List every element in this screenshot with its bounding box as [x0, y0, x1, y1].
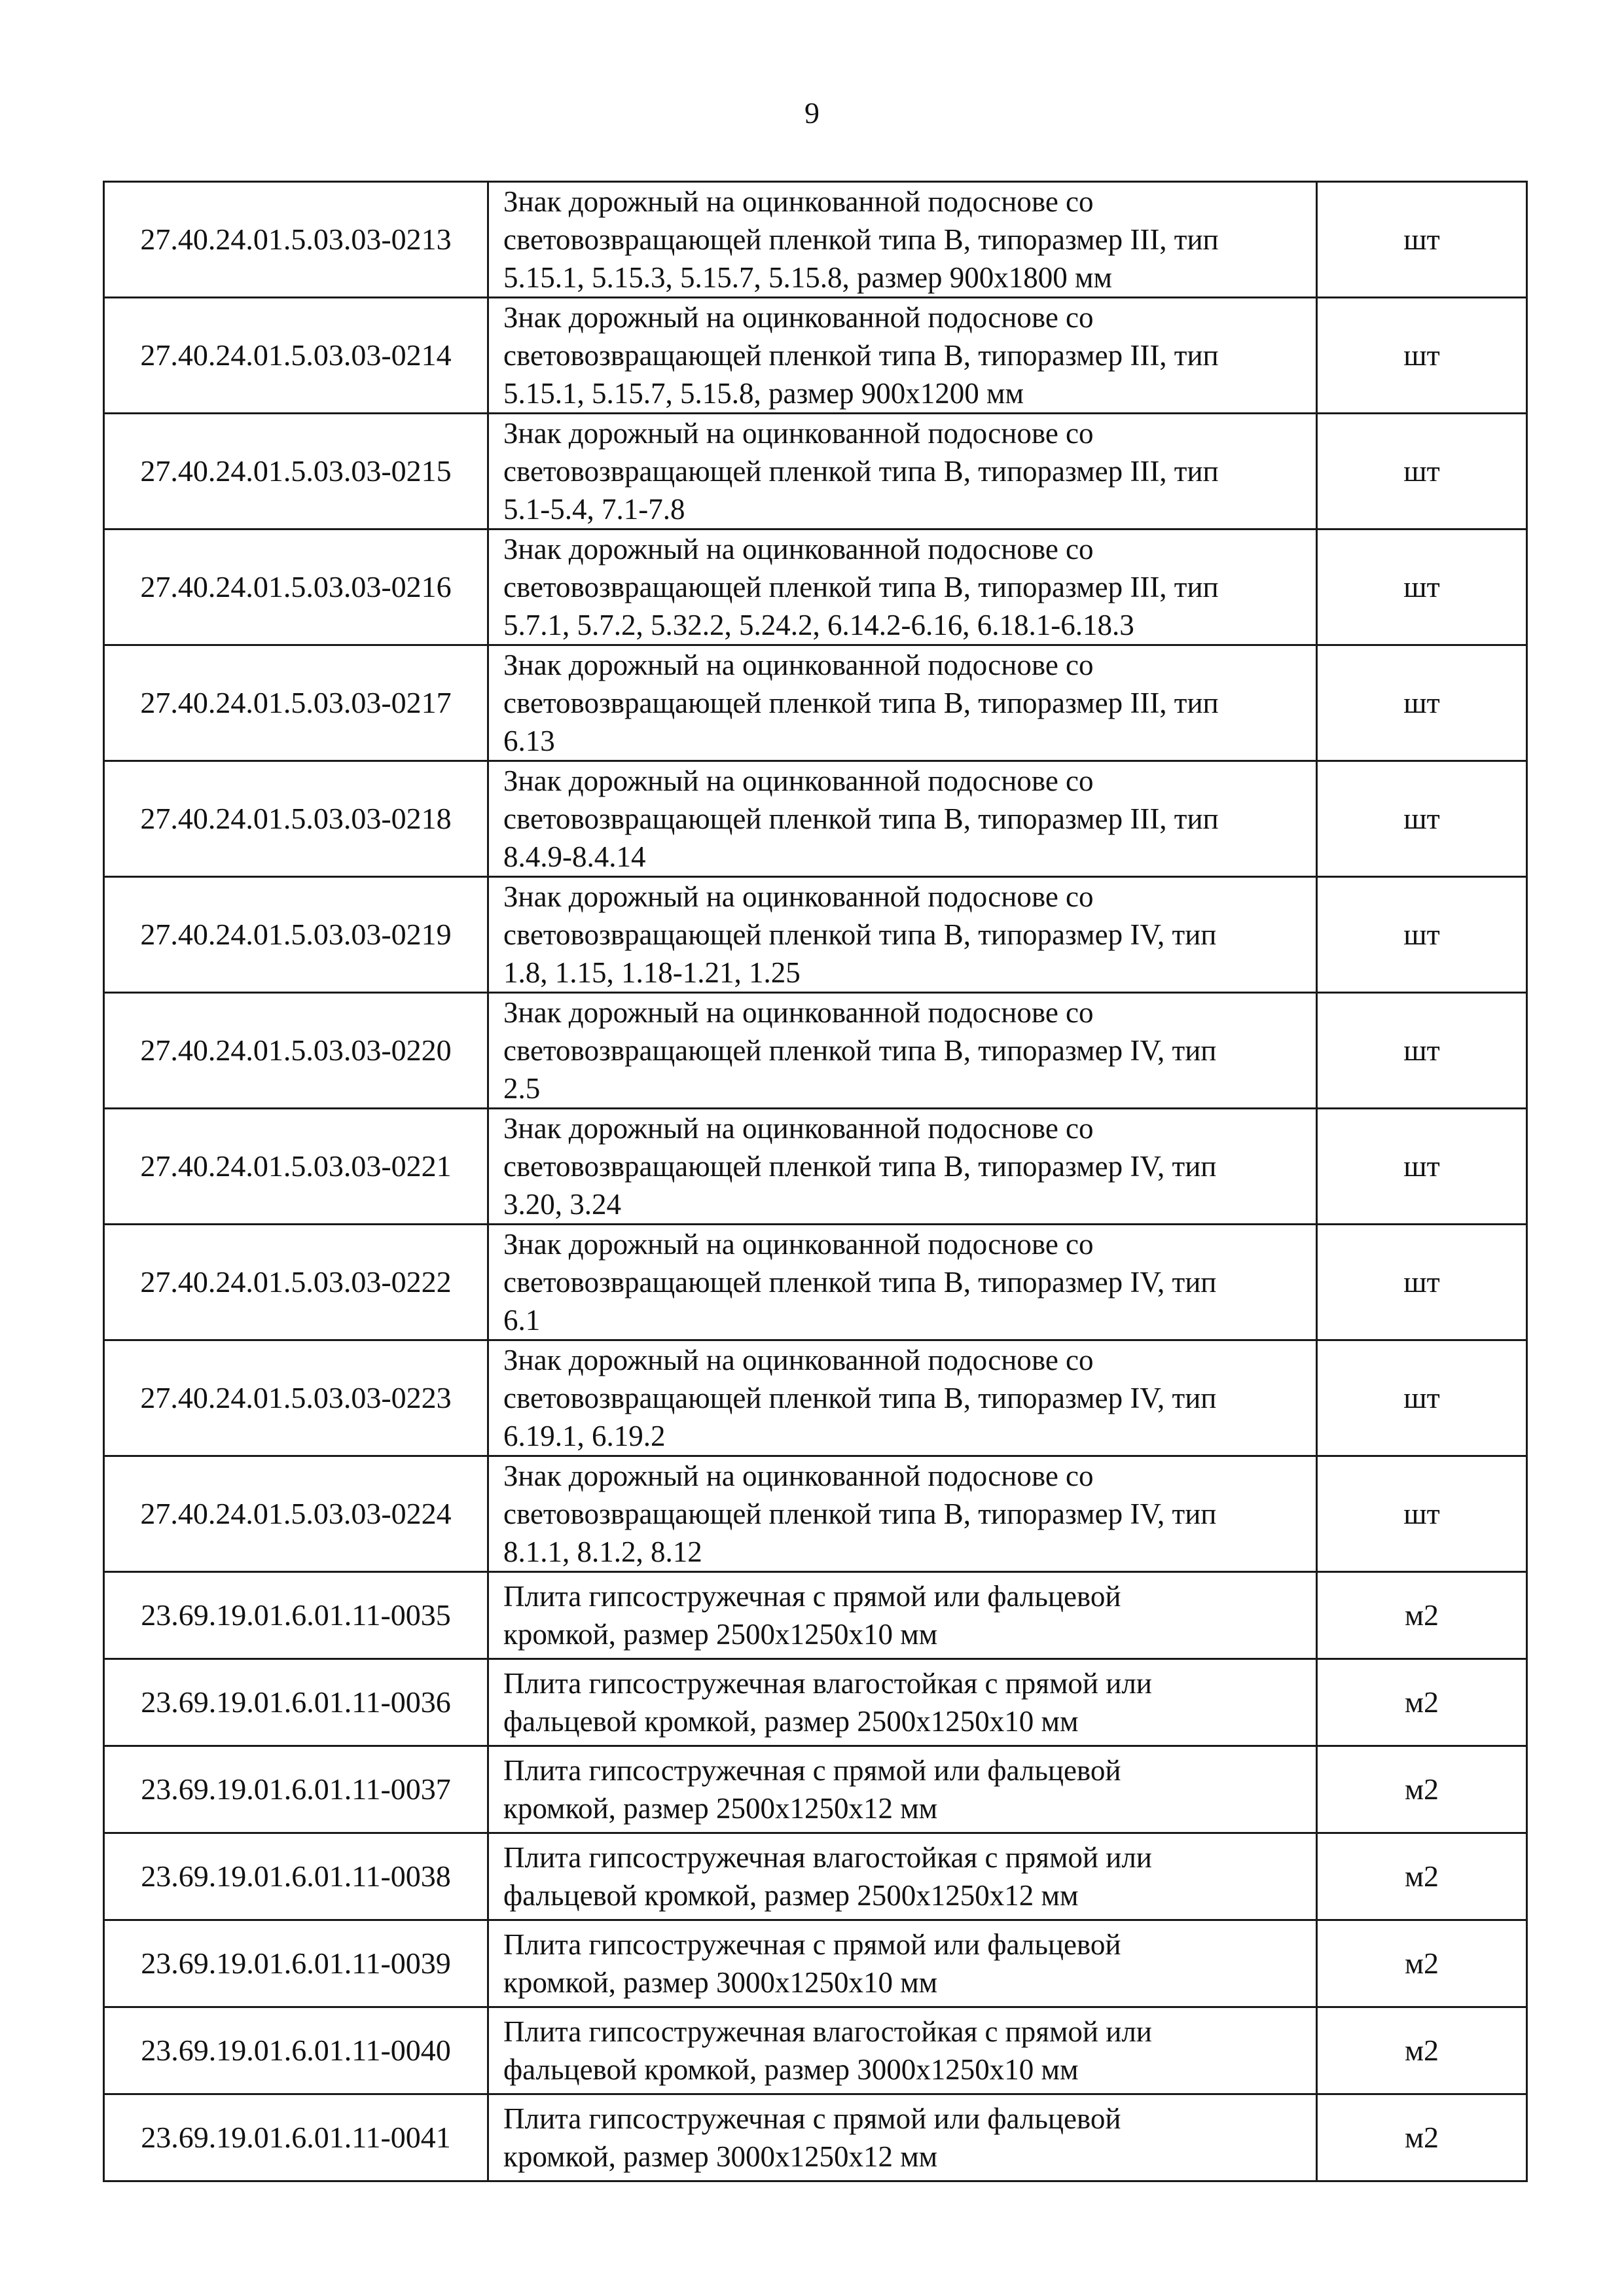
unit-cell: шт: [1317, 761, 1527, 877]
description-line: Знак дорожный на оцинкованной подоснове со: [503, 764, 1094, 797]
description-line: световозвращающей пленкой типа В, типоразмер IV, тип: [503, 1382, 1217, 1414]
unit-cell: шт: [1317, 993, 1527, 1109]
resource-description-cell: [488, 2094, 1317, 2181]
description-line: световозвращающей пленкой типа В, типоразмер III, тип: [503, 571, 1219, 603]
description-line: Знак дорожный на оцинкованной подоснове со: [503, 1228, 1094, 1261]
resource-table: [103, 181, 1528, 2182]
unit-cell: шт: [1317, 298, 1527, 414]
resource-code-cell: 27.40.24.01.5.03.03-0222: [104, 1225, 488, 1340]
resource-description-cell: [488, 1456, 1317, 1572]
table-row: [104, 1572, 1527, 1659]
description-line: 6.19.1, 6.19.2: [503, 1420, 666, 1452]
resource-code-cell: 27.40.24.01.5.03.03-0219: [104, 877, 488, 993]
description-line: Знак дорожный на оцинкованной подоснове со: [503, 996, 1094, 1029]
table-row: [104, 1109, 1527, 1225]
description-line: кромкой, размер 3000x1250x10 мм: [503, 1966, 938, 1999]
resource-description-cell: [488, 645, 1317, 761]
table-row: [104, 2007, 1527, 2094]
table-row: [104, 993, 1527, 1109]
resource-code-cell: 23.69.19.01.6.01.11-0035: [104, 1572, 488, 1659]
description-line: световозвращающей пленкой типа В, типоразмер III, тип: [503, 223, 1219, 256]
resource-code-cell: 27.40.24.01.5.03.03-0217: [104, 645, 488, 761]
description-line: Знак дорожный на оцинкованной подоснове со: [503, 533, 1094, 565]
description-line: 1.8, 1.15, 1.18-1.21, 1.25: [503, 956, 801, 989]
description-line: фальцевой кромкой, размер 2500x1250x12 мм: [503, 1879, 1079, 1912]
unit-cell: м2: [1317, 2007, 1527, 2094]
description-line: Плита гипсостружечная с прямой или фальцевой: [503, 1580, 1121, 1613]
description-line: Плита гипсостружечная с прямой или фальцевой: [503, 1754, 1121, 1787]
table-row: [104, 645, 1527, 761]
table-row: [104, 1833, 1527, 1920]
description-line: световозвращающей пленкой типа В, типоразмер IV, тип: [503, 1150, 1217, 1183]
table-body: [104, 182, 1527, 2181]
table-row: [104, 1920, 1527, 2007]
resource-code-cell: 27.40.24.01.5.03.03-0213: [104, 182, 488, 298]
table-row: [104, 1456, 1527, 1572]
description-line: Плита гипсостружечная влагостойкая с прямой или: [503, 1667, 1152, 1700]
unit-cell: м2: [1317, 1572, 1527, 1659]
resource-description-cell: [488, 877, 1317, 993]
table-row: [104, 1659, 1527, 1746]
unit-cell: шт: [1317, 1456, 1527, 1572]
resource-code-cell: 27.40.24.01.5.03.03-0221: [104, 1109, 488, 1225]
table-row: [104, 2094, 1527, 2181]
description-line: световозвращающей пленкой типа В, типоразмер III, тип: [503, 687, 1219, 719]
description-line: Плита гипсостружечная с прямой или фальцевой: [503, 2102, 1121, 2135]
unit-cell: м2: [1317, 1920, 1527, 2007]
resource-code-cell: 27.40.24.01.5.03.03-0224: [104, 1456, 488, 1572]
unit-cell: м2: [1317, 2094, 1527, 2181]
resource-code-cell: 23.69.19.01.6.01.11-0041: [104, 2094, 488, 2181]
resource-description-cell: [488, 1572, 1317, 1659]
resource-description-cell: [488, 2007, 1317, 2094]
description-line: световозвращающей пленкой типа В, типоразмер III, тип: [503, 802, 1219, 835]
description-line: 5.1-5.4, 7.1-7.8: [503, 493, 685, 526]
resource-description-cell: [488, 1340, 1317, 1456]
resource-description-cell: [488, 993, 1317, 1109]
page-number: 9: [804, 96, 820, 130]
description-line: Знак дорожный на оцинкованной подоснове со: [503, 1112, 1094, 1145]
description-line: 8.1.1, 8.1.2, 8.12: [503, 1535, 702, 1568]
description-line: 6.1: [503, 1304, 541, 1336]
table-row: [104, 529, 1527, 645]
unit-cell: шт: [1317, 182, 1527, 298]
table-row: [104, 877, 1527, 993]
description-line: Плита гипсостружечная с прямой или фальцевой: [503, 1928, 1121, 1961]
resource-description-cell: [488, 1109, 1317, 1225]
resource-description-cell: [488, 182, 1317, 298]
description-line: Плита гипсостружечная влагостойкая с прямой или: [503, 1841, 1152, 1874]
resource-code-cell: 23.69.19.01.6.01.11-0038: [104, 1833, 488, 1920]
unit-cell: шт: [1317, 877, 1527, 993]
resource-code-cell: 23.69.19.01.6.01.11-0040: [104, 2007, 488, 2094]
unit-cell: шт: [1317, 645, 1527, 761]
resource-code-cell: 23.69.19.01.6.01.11-0037: [104, 1746, 488, 1833]
description-line: фальцевой кромкой, размер 3000x1250x10 мм: [503, 2053, 1079, 2086]
unit-cell: шт: [1317, 414, 1527, 529]
description-line: световозвращающей пленкой типа В, типоразмер IV, тип: [503, 1266, 1217, 1299]
table-row: [104, 761, 1527, 877]
description-line: 6.13: [503, 725, 555, 757]
resource-code-cell: 27.40.24.01.5.03.03-0220: [104, 993, 488, 1109]
unit-cell: м2: [1317, 1659, 1527, 1746]
resource-code-cell: 27.40.24.01.5.03.03-0218: [104, 761, 488, 877]
description-line: фальцевой кромкой, размер 2500x1250x10 мм: [503, 1705, 1079, 1738]
unit-cell: шт: [1317, 1225, 1527, 1340]
description-line: Знак дорожный на оцинкованной подоснове со: [503, 880, 1094, 913]
resource-code-cell: 27.40.24.01.5.03.03-0216: [104, 529, 488, 645]
description-line: световозвращающей пленкой типа В, типоразмер IV, тип: [503, 1498, 1217, 1530]
description-line: кромкой, размер 2500x1250x12 мм: [503, 1792, 938, 1825]
description-line: 3.20, 3.24: [503, 1188, 621, 1221]
resource-description-cell: [488, 1746, 1317, 1833]
resource-description-cell: [488, 529, 1317, 645]
resource-code-cell: 23.69.19.01.6.01.11-0036: [104, 1659, 488, 1746]
resource-description-cell: [488, 1225, 1317, 1340]
table-row: [104, 1225, 1527, 1340]
description-line: кромкой, размер 2500x1250x10 мм: [503, 1618, 938, 1651]
table-row: [104, 1746, 1527, 1833]
description-line: Знак дорожный на оцинкованной подоснове со: [503, 417, 1094, 450]
description-line: Знак дорожный на оцинкованной подоснове со: [503, 185, 1094, 218]
resource-code-cell: 23.69.19.01.6.01.11-0039: [104, 1920, 488, 2007]
description-line: 5.15.1, 5.15.3, 5.15.7, 5.15.8, размер 900x1800 мм: [503, 261, 1113, 294]
description-line: Плита гипсостружечная влагостойкая с прямой или: [503, 2015, 1152, 2048]
unit-cell: шт: [1317, 529, 1527, 645]
description-line: 5.7.1, 5.7.2, 5.32.2, 5.24.2, 6.14.2-6.16, 6.18.1-6.18.3: [503, 609, 1134, 641]
resource-description-cell: [488, 1920, 1317, 2007]
description-line: световозвращающей пленкой типа В, типоразмер IV, тип: [503, 1034, 1217, 1067]
resource-description-cell: [488, 1659, 1317, 1746]
table-row: [104, 1340, 1527, 1456]
description-line: Знак дорожный на оцинкованной подоснове со: [503, 1344, 1094, 1376]
resource-description-cell: [488, 1833, 1317, 1920]
description-line: 2.5: [503, 1072, 541, 1105]
resource-code-cell: 27.40.24.01.5.03.03-0214: [104, 298, 488, 414]
description-line: 5.15.1, 5.15.7, 5.15.8, размер 900x1200 мм: [503, 377, 1024, 410]
description-line: Знак дорожный на оцинкованной подоснове со: [503, 1460, 1094, 1492]
resource-description-cell: [488, 414, 1317, 529]
description-line: Знак дорожный на оцинкованной подоснове со: [503, 301, 1094, 334]
table-row: [104, 298, 1527, 414]
description-line: 8.4.9-8.4.14: [503, 840, 646, 873]
description-line: световозвращающей пленкой типа В, типоразмер IV, тип: [503, 918, 1217, 951]
description-line: световозвращающей пленкой типа В, типоразмер III, тип: [503, 455, 1219, 488]
unit-cell: шт: [1317, 1109, 1527, 1225]
table-row: [104, 414, 1527, 529]
resource-code-cell: 27.40.24.01.5.03.03-0215: [104, 414, 488, 529]
description-line: световозвращающей пленкой типа В, типоразмер III, тип: [503, 339, 1219, 372]
resource-code-cell: 27.40.24.01.5.03.03-0223: [104, 1340, 488, 1456]
description-line: кромкой, размер 3000x1250x12 мм: [503, 2140, 938, 2173]
unit-cell: шт: [1317, 1340, 1527, 1456]
table-row: [104, 182, 1527, 298]
resource-description-cell: [488, 298, 1317, 414]
unit-cell: м2: [1317, 1833, 1527, 1920]
description-line: Знак дорожный на оцинкованной подоснове со: [503, 649, 1094, 681]
resource-description-cell: [488, 761, 1317, 877]
unit-cell: м2: [1317, 1746, 1527, 1833]
